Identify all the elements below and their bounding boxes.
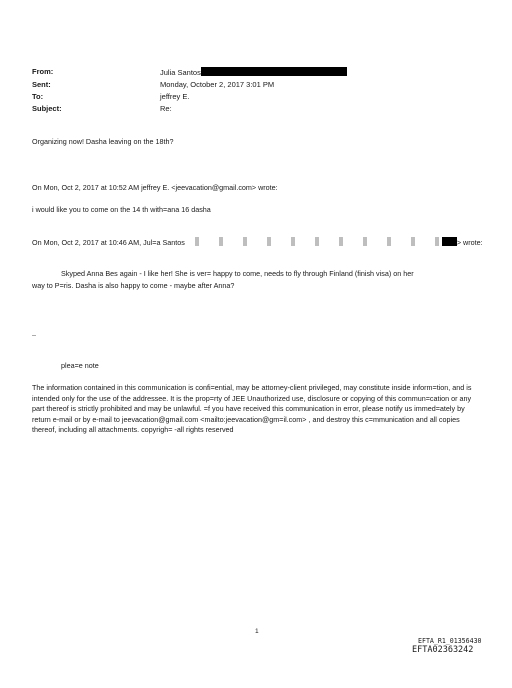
- please-note: plea=e note: [61, 361, 99, 370]
- redaction-bar: [442, 237, 457, 246]
- subject-value: Re:: [160, 104, 172, 113]
- quote2-header-end: > wrote:: [456, 238, 483, 247]
- quote2-header-start: On Mon, Oct 2, 2017 at 10:46 AM, Jul=a Santos: [32, 238, 185, 247]
- page-number: 1: [255, 628, 259, 635]
- quote1-text: i would like you to come on the 14 th with=ana 16 dasha: [32, 205, 211, 214]
- from-value: Julia Santos: [160, 68, 201, 77]
- sent-label: Sent:: [32, 80, 51, 89]
- quote2-line2: way to P=ris. Dasha is also happy to come - maybe after Anna?: [32, 281, 235, 290]
- sent-value: Monday, October 2, 2017 3:01 PM: [160, 80, 275, 89]
- subject-label: Subject:: [32, 104, 62, 113]
- redaction-bar: [201, 67, 347, 76]
- quote2-header: [32, 237, 483, 249]
- confidentiality-disclaimer: The information contained in this communication is confi=ential, may be attorney-client privileged, may constitute inside inform=tion, and is intended only for the use of the addressee. It is the prop=rty of JEE Unauthorized use, disclosure or copying of this commun=cation or any part thereof is strictly prohibited and may be unlawful. =f you have received this communication in error, please notify us immed=ately by return e-mail or by e-mail to jeevacation@gmail.com <mailto:jeevacation@gm=il.com> , and destroy this c=mmunication and all copies thereof, including all attachments. copyrigh= -all rights reserved: [32, 383, 472, 434]
- bates-number-2: EFTA02363242: [412, 645, 474, 655]
- quote1-header: On Mon, Oct 2, 2017 at 10:52 AM jeffrey E. <jeevacation@gmail.com> wrote:: [32, 183, 278, 192]
- bates-number-1: EFTA_R1_01356430: [418, 637, 482, 645]
- obscured-email-text: [187, 237, 442, 246]
- signature-separator: --: [32, 333, 36, 339]
- quote2-line1: Skyped Anna Bes again - I like her! She is ver= happy to come, needs to fly through Finland (finish visa) on her: [61, 269, 414, 278]
- to-label: To:: [32, 92, 44, 101]
- from-label: From:: [32, 67, 54, 76]
- from-value-row: [160, 67, 347, 77]
- to-value: jeffrey E.: [160, 92, 190, 101]
- reply-text: Organizing now! Dasha leaving on the 18th?: [32, 137, 174, 146]
